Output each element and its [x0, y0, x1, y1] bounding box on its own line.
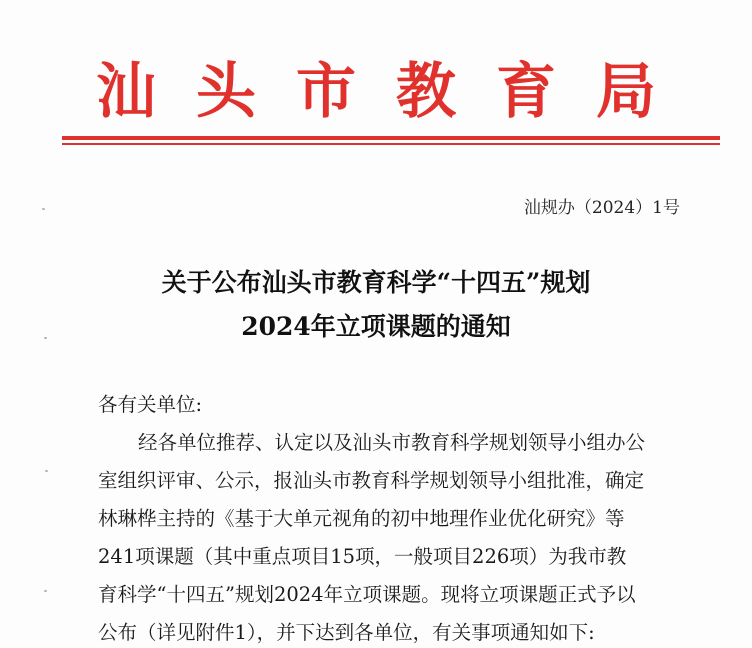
letterhead — [0, 52, 752, 132]
body-line: 林琳桦主持的《基于大单元视角的初中地理作业优化研究》等 — [98, 507, 625, 530]
body-line: 经各单位推荐、认定以及汕头市教育科学规划领导小组办公 — [138, 431, 646, 454]
scan-speck — [45, 470, 48, 472]
body-line: 公布（详见附件1），并下达到各单位，有关事项通知如下: — [98, 621, 595, 644]
letterhead-rule-thin — [62, 143, 720, 145]
issuing-authority-title: 汕头市教育局 — [96, 57, 696, 127]
letterhead-rule-thick — [62, 136, 720, 140]
document-number: 汕规办（2024）1号 — [523, 198, 680, 218]
scan-speck — [44, 590, 47, 592]
notice-title-line-2: 2024年立项课题的通知 — [241, 312, 511, 341]
body-line: 241项课题（其中重点项目15项，一般项目226项）为我市教 — [98, 545, 627, 568]
body-line: 育科学“十四五”规划2024年立项课题。现将立项课题正式予以 — [98, 583, 636, 606]
notice-title-line-1: 关于公布汕头市教育科学“十四五”规划 — [161, 268, 591, 297]
scan-speck — [42, 208, 45, 210]
salutation: 各有关单位: — [98, 393, 203, 416]
body-line: 室组织评审、公示，报汕头市教育科学规划领导小组批准，确定 — [98, 469, 645, 492]
scan-speck — [44, 337, 47, 339]
